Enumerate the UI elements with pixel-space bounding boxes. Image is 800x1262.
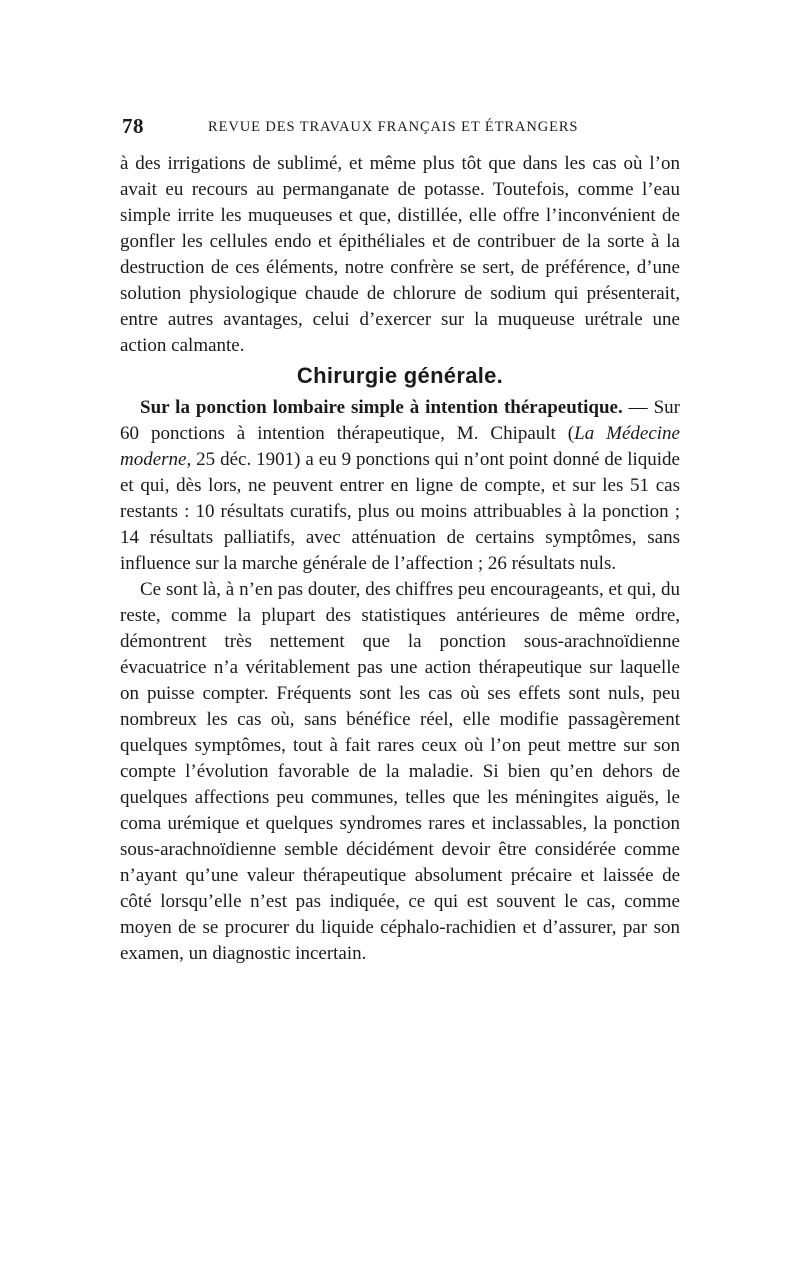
- journal-citation: La Médecine moderne: [120, 423, 680, 470]
- journal-title: REVUE DES TRAVAUX FRANÇAIS ET ÉTRANGERS: [208, 119, 579, 135]
- section-title: Chirurgie générale.: [296, 363, 504, 388]
- running-head: [120, 114, 680, 142]
- article-lead-title: Sur la ponction lombaire simple à intention thérapeutique.: [140, 397, 623, 418]
- article-body: [120, 151, 680, 967]
- page-number: 78: [122, 114, 144, 138]
- paragraph-ponction-lombaire: [120, 395, 680, 577]
- paragraph-conclusion: Ce sont là, à n’en pas douter, des chiffres peu encourageants, et qui, du reste, comme la plupart des statistiques antérieures de même ordre, démontrent très nettement que la ponction sous-arachnoïdienne évacuatrice n’a véritablement pas une action thérapeutique sur laquelle on puisse compter. Fréquents sont les cas où ses effets sont nuls, peu nombreux les cas où, sans bénéfice réel, elle modifie passagèrement quelques symptômes, tout à fait rares ceux où l’on peut mettre sur son compte l’évolution favorable de la maladie. Si bien qu’en dehors de quelques affections peu communes, telles que les méningites aiguës, le coma urémique et quelques syndromes rares et inclassables, la ponction sous-arachnoïdienne semble décidément devoir être considérée comme n’ayant qu’une valeur thérapeutique absolument précaire et laissée de côté lorsqu’elle n’est pas indiquée, ce qui est souvent le cas, comme moyen de se procurer du liquide céphalo-rachidien et d’assurer, par son examen, un diagnostic incertain.: [120, 579, 680, 964]
- paragraph-irrigations: à des irrigations de sublimé, et même plus tôt que dans les cas où l’on avait eu recours au permanganate de potasse. Toutefois, comme l’eau simple irrite les muqueuses et que, distillée, elle offre l’inconvénient de gonfler les cellules endo et épithéliales et de contribuer de la sorte à la destruction de ces éléments, notre confrère se sert, de préférence, d’une solution physiologique chaude de chlorure de sodium qui présenterait, entre autres avantages, celui d’exercer sur la muqueuse urétrale une action calmante.: [120, 153, 680, 356]
- paragraph-text: , 25 déc. 1901) a eu 9 ponctions qui n’ont point donné de liquide et qui, dès lors, ne peuvent entrer en ligne de compte, et sur les 51 cas restants : 10 résultats curatifs, plus ou moins attribuables à la ponction ; 14 résultats palliatifs, avec atténuation de certains symptômes, sans influence sur la marche générale de l’affection ; 26 résultats nuls.: [120, 449, 680, 574]
- paragraph-text: — Sur 60 ponctions à intention thérapeutique, M. Chipault (: [120, 397, 680, 444]
